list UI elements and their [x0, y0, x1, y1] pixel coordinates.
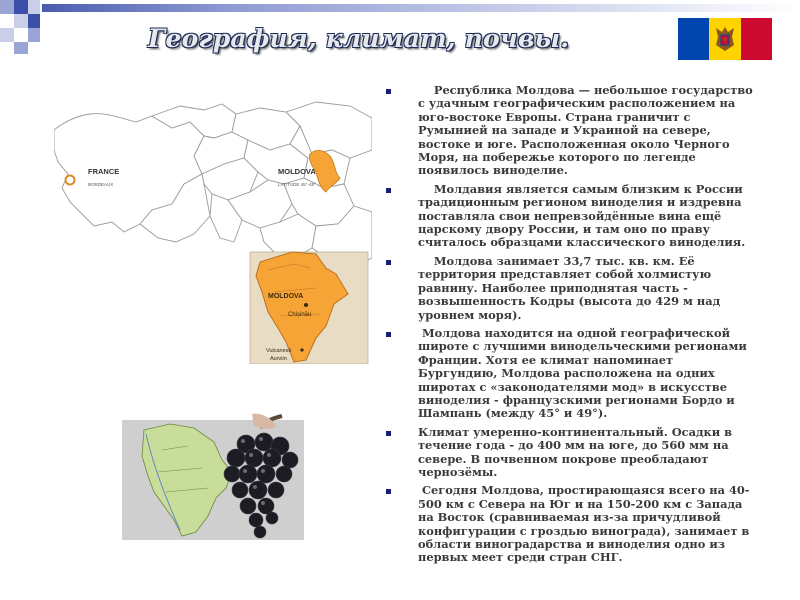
slide-title: География, климат, почвы.	[148, 24, 570, 53]
inset-label-vulcanesti: Vulcanesti	[266, 348, 292, 354]
bullet-item: Молдова находится на одной географической широте с лучшими винодельческими регионами Франции. Хотя ее климат напоминает Бургундию, Молдова расположена на одних широтах с «законодателями мод» в искусстве виноделия - французскими регионами Бордо и Шампань (между 45° и 49°).	[384, 327, 754, 421]
content-bullet-list	[384, 83, 757, 570]
europe-map	[54, 92, 372, 364]
bullet-item: Молдавия является самым близким к России традиционным регионом виноделия и издревна поставляла свои непревзойдённые вина ещё царскому двору России, и там оно по праву считалось образцами классического виноделия.	[384, 183, 754, 250]
map-label-latitude: LATITUDE 45°-48°	[278, 182, 316, 187]
map-label-moldova: MOLDOVA	[278, 167, 316, 176]
grape-bunch-icon	[212, 412, 308, 544]
moldova-flag-icon	[678, 18, 772, 60]
inset-label-moldova: MOLDOVA	[268, 293, 304, 300]
map-label-bordeaux: BORDEAUX	[88, 182, 114, 187]
bullet-item: Сегодня Молдова, простирающаяся всего на 40-500 км с Севера на Юг и на 150-200 км с Запада на Восток (сравниваемая из-за причудливой конфигурации с гроздью винограда), занимает в области виноградарства и виноделия одно из первых меет среди стран СНГ.	[384, 484, 754, 564]
map-label-france: FRANCE	[88, 167, 120, 176]
inset-label-aurviin: Aurviin	[270, 356, 287, 362]
bullet-item: Климат умеренно-континентальный. Осадки в течение года - до 400 мм на юге, до 560 мм на севере. В почвенном покрове преобладают чернозёмы.	[384, 426, 754, 480]
bullet-item: Молдова занимает 33,7 тыс. кв. км. Её территория представляет собой холмистую равнину. Наиболее приподнятая часть - возвышенность Кодры (высота до 429 м над уровнем моря).	[384, 255, 754, 322]
inset-label-chisinau: Chișinău	[288, 312, 312, 318]
bullet-item: Республика Молдова — небольшое государство с удачным географическим расположением на юго-востоке Европы. Страна граничит с Румынией на западе и Украиной на севере, востоке и юге. Расположенная около Черного Моря, на побережье которого по легенде появилось виноделие.	[384, 84, 754, 178]
